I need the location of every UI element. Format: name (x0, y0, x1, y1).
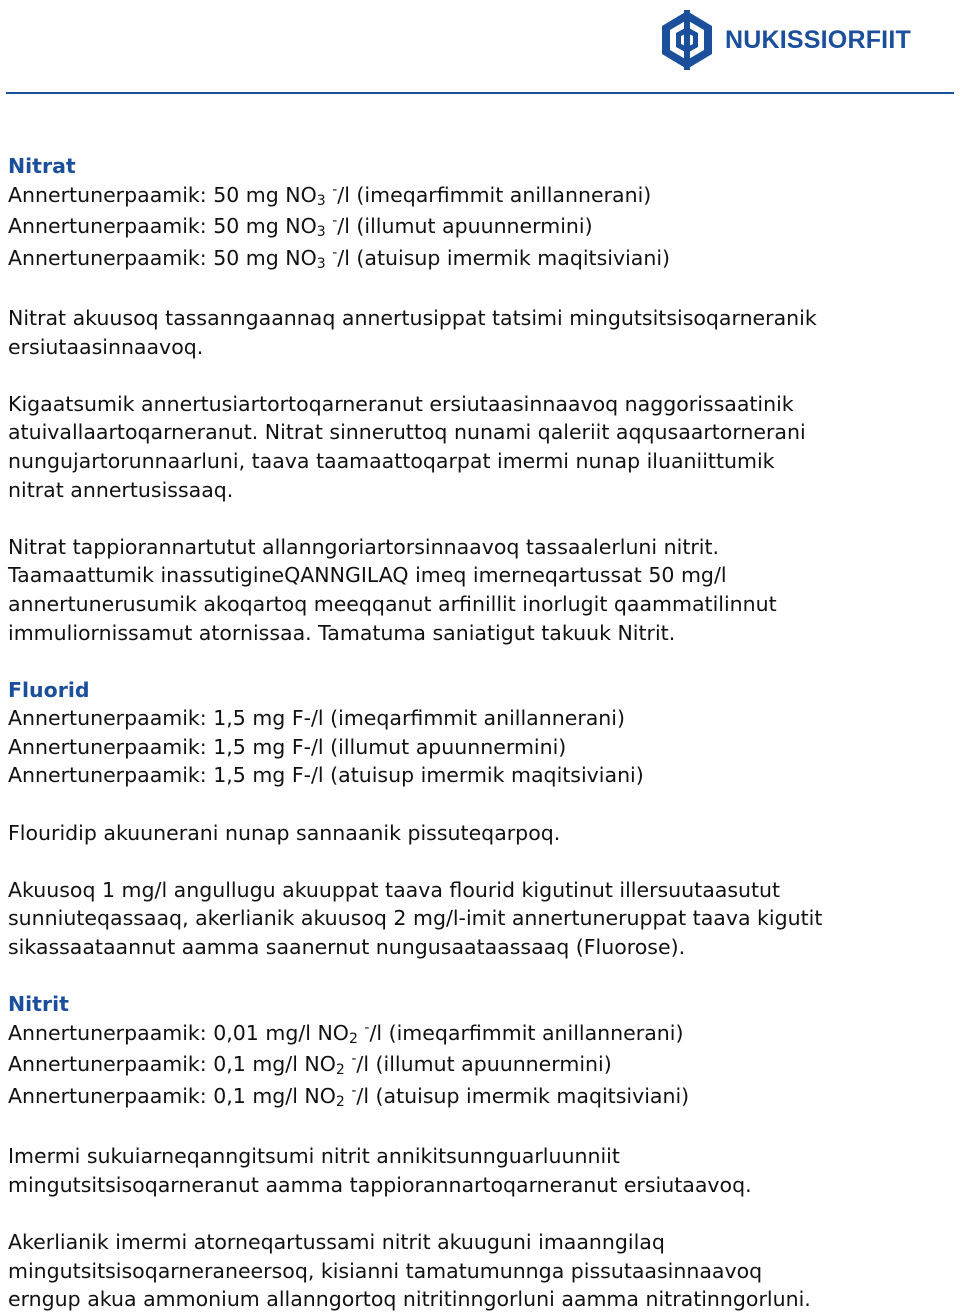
document-body (8, 152, 956, 1314)
paragraph-line: Imermi sukuiarneqanngitsumi nitrit annikitsunnguarluunniit (8, 1144, 620, 1169)
paragraph-line: erngup akua ammonium allanngortoq nitritinngorluni aamma nitratinngorluni. (8, 1287, 811, 1312)
paragraph-line: Kigaatsumik annertusiartortoqarneranut ersiutaasinnaavoq naggorissaatinik (8, 391, 794, 416)
paragraph-line: Nitrat akuusoq tassanngaannaq annertusippat tatsimi mingutsitsisoqarneranik (8, 305, 817, 330)
paragraph-line: ersiutaasinnaavoq. (8, 334, 204, 359)
paragraph-gap (8, 847, 956, 876)
paragraph-gap (8, 1114, 956, 1143)
logo[interactable] (658, 8, 911, 72)
section-heading-nitrat: Nitrat (8, 154, 76, 178)
logo-text: NUKISSIORFIIT (725, 25, 911, 54)
nukissiorfiit-logo-icon (658, 8, 716, 72)
nitrat-limit-line: Annertunerpaamik: 50 mg NO3 -/l (illumut apuunnermini) (8, 213, 593, 241)
header-divider (6, 92, 954, 94)
paragraph-gap (8, 361, 956, 390)
fluorid-limit-line: Annertunerpaamik: 1,5 mg F-/l (atuisup imermik maqitsiviani) (8, 763, 644, 788)
paragraph-line: mingutsitsisoqarneranut aamma tappiorannartoqarneranut ersiutaavoq. (8, 1172, 752, 1197)
paragraph-gap (8, 790, 956, 819)
section-heading-nitrit: Nitrit (8, 992, 69, 1017)
paragraph-line: Nitrat tappiorannartutut allanngoriartorsinnaavoq tassaalerluni nitrit. (8, 534, 720, 559)
nitrit-limit-line: Annertunerpaamik: 0,01 mg/l NO2 -/l (imeqarfimmit anillannerani) (8, 1019, 684, 1047)
nitrat-limit-line: Annertunerpaamik: 50 mg NO3 -/l (imeqarfimmit anillannerani) (8, 181, 652, 209)
paragraph-line: Taamaattumik inassutigineQANNGILAQ imeq imerneqartussat 50 mg/l (8, 563, 727, 588)
paragraph-line: immuliornissamut atornissaa. Tamatuma saniatigut takuuk Nitrit. (8, 620, 676, 645)
paragraph-gap (8, 962, 956, 991)
paragraph-gap (8, 1199, 956, 1228)
paragraph-line: Akuusoq 1 mg/l angullugu akuuppat taava flourid kigutinut illersuutaasutut (8, 877, 781, 902)
fluorid-limit-line: Annertunerpaamik: 1,5 mg F-/l (imeqarfimmit anillannerani) (8, 706, 625, 731)
paragraph-gap (8, 647, 956, 676)
paragraph-gap (8, 504, 956, 533)
paragraph-gap (8, 275, 956, 304)
paragraph-line: sikassaataannut aamma saanernut nungusaataassaaq (Fluorose). (8, 935, 686, 960)
nitrat-limit-line: Annertunerpaamik: 50 mg NO3 -/l (atuisup imermik maqitsiviani) (8, 244, 671, 272)
fluorid-limit-line: Annertunerpaamik: 1,5 mg F-/l (illumut apuunnermini) (8, 734, 567, 759)
paragraph-line: atuivallaartoqarneranut. Nitrat sinneruttoq nunami qaleriit aqqusaartornerani (8, 420, 806, 445)
section-heading-fluorid: Fluorid (8, 677, 90, 702)
paragraph-line: nungujartorunnaarluni, taava taamaattoqarpat imermi nunap iluaniittumik (8, 448, 775, 473)
paragraph-line: Flouridip akuunerani nunap sannaanik pissuteqarpoq. (8, 820, 561, 845)
nitrit-limit-line: Annertunerpaamik: 0,1 mg/l NO2 -/l (atuisup imermik maqitsiviani) (8, 1083, 690, 1110)
paragraph-line: Akerlianik imermi atorneqartussami nitrit akuuguni imaanngilaq (8, 1229, 665, 1254)
page-header (0, 0, 960, 96)
paragraph-line: sunniuteqassaaq, akerlianik akuusoq 2 mg/l-imit annertuneruppat taava kigutit (8, 906, 823, 931)
nitrit-limit-line: Annertunerpaamik: 0,1 mg/l NO2 -/l (illumut apuunnermini) (8, 1051, 612, 1079)
paragraph-line: nitrat annertusissaaq. (8, 477, 234, 502)
paragraph-line: annertunerusumik akoqartoq meeqqanut arfinillit inorlugit qaammatilinnut (8, 591, 777, 616)
paragraph-line: mingutsitsisoqarneraneersoq, kisianni tamatumunnga pissutaasinnaavoq (8, 1258, 763, 1283)
